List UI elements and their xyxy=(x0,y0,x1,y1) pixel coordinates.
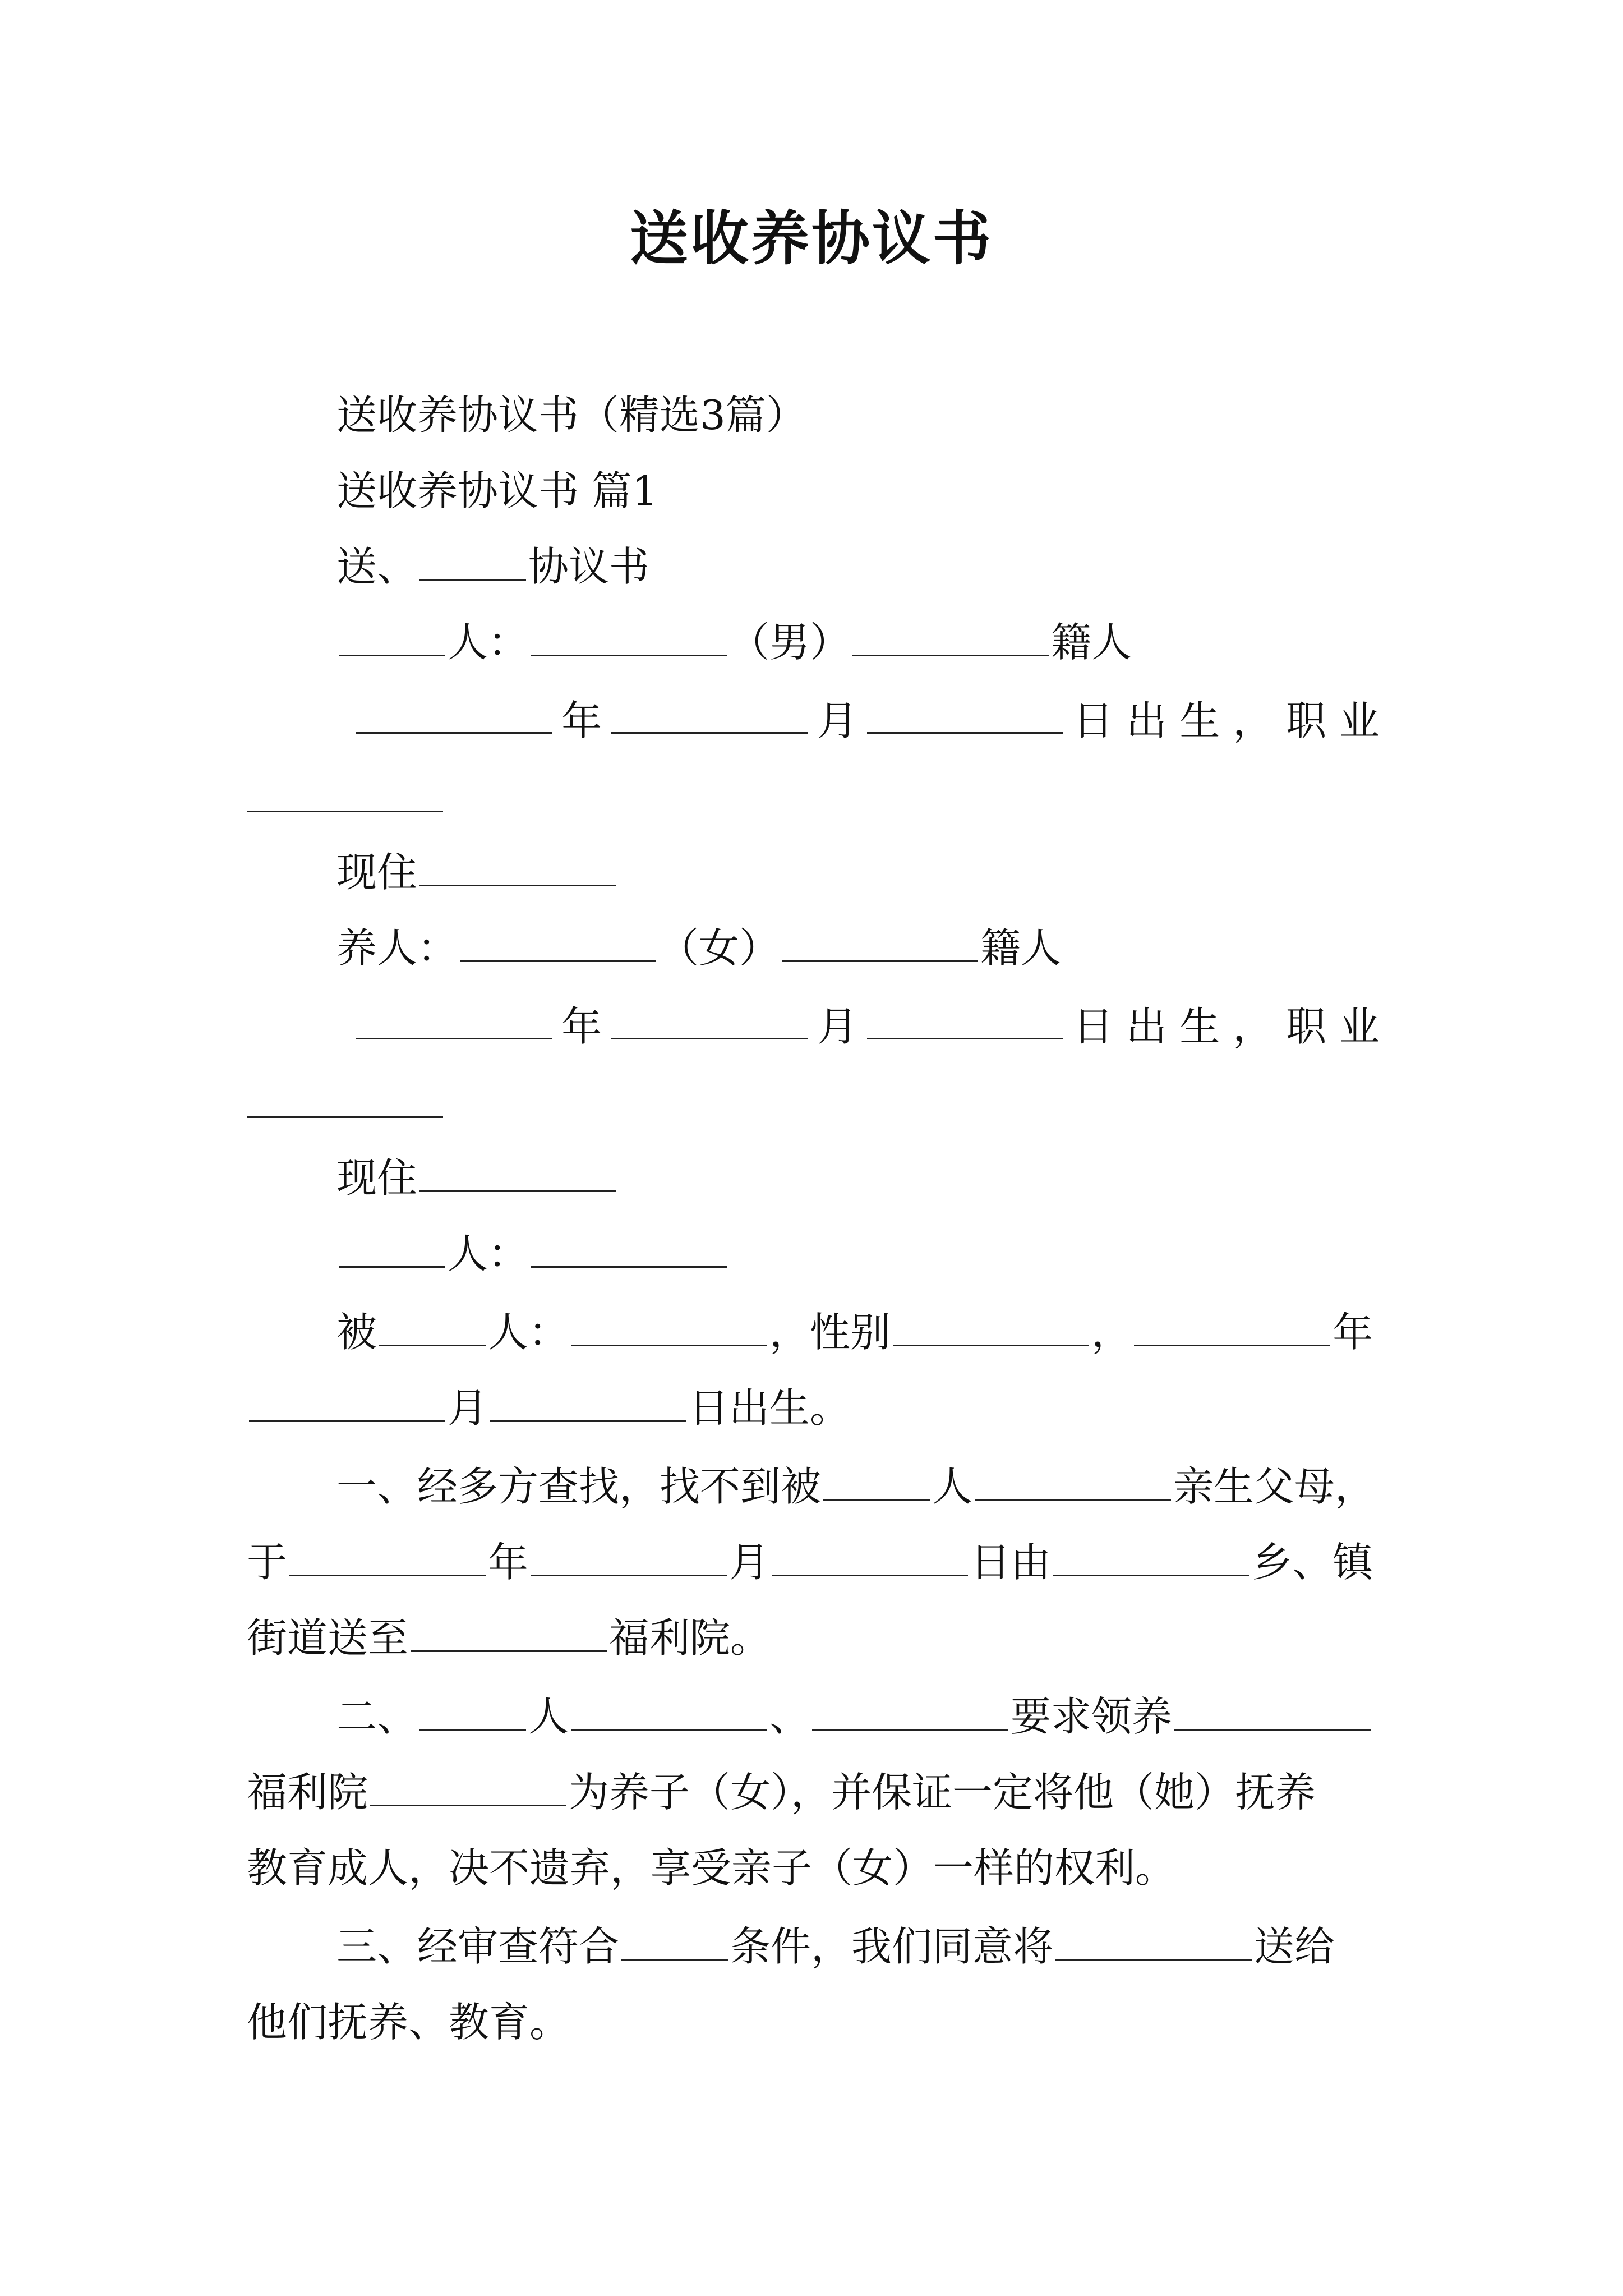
text-segment: 一、经多方查找，找不到被 xyxy=(336,1463,822,1510)
clause-3-line-2 xyxy=(247,1994,570,2050)
text-segment: 月 xyxy=(729,1539,770,1586)
text-segment: 乡、镇 xyxy=(1252,1539,1373,1586)
text-segment: 协议书 xyxy=(528,543,650,590)
text-segment: 人： xyxy=(448,1230,529,1277)
blank-field xyxy=(531,1227,727,1268)
text-segment: 现住 xyxy=(336,1154,418,1202)
agreement-name-line xyxy=(336,539,649,595)
text-segment: 现住 xyxy=(336,849,418,896)
text-segment: ，性别 xyxy=(769,1309,891,1356)
text-segment: 月 xyxy=(817,1003,858,1050)
blank-field xyxy=(893,1305,1089,1346)
child-line xyxy=(336,1304,1373,1360)
text-segment: 于 xyxy=(247,1539,288,1586)
male-address-line xyxy=(336,844,618,900)
blank-field xyxy=(611,999,808,1039)
blank-field xyxy=(247,811,443,812)
text-segment: 要求领养 xyxy=(1011,1693,1173,1740)
female-address-line xyxy=(336,1150,618,1206)
text-segment: 送给 xyxy=(1254,1923,1335,1970)
blank-field xyxy=(782,921,978,962)
clause-2-line-2 xyxy=(247,1764,1316,1820)
blank-field xyxy=(611,693,808,734)
text-segment: 日由 xyxy=(970,1539,1052,1586)
text-segment: （女） xyxy=(658,924,780,972)
text-segment: 为养子（女），并保证一定将他（她）抚养 xyxy=(569,1769,1316,1816)
text-segment: 教育成人，决不遗弃，享受亲子（女）一样的权利。 xyxy=(247,1844,1176,1892)
text-segment: 亲生父母， xyxy=(1173,1463,1376,1510)
text-segment: 他们抚养、教育。 xyxy=(247,1999,570,2046)
blank-field xyxy=(339,615,445,656)
text-segment: 月 xyxy=(817,697,858,744)
text-segment: 日 出 生 ， 职 业 xyxy=(1073,697,1380,744)
blank-field xyxy=(249,1381,445,1422)
blank-field xyxy=(419,1690,526,1731)
text-segment: 条件，我们同意将 xyxy=(730,1923,1054,1970)
text-segment: 日出生。 xyxy=(689,1384,851,1432)
female-birth-line xyxy=(353,999,1380,1055)
party-female-line xyxy=(336,920,1061,976)
male-birth-line xyxy=(353,693,1380,749)
blank-field xyxy=(975,1460,1171,1501)
blank-field xyxy=(852,615,1049,656)
subtitle: 送收养协议书（精选3篇） xyxy=(336,392,806,439)
blank-field xyxy=(531,615,727,656)
blank-field xyxy=(867,999,1063,1039)
blank-field xyxy=(356,999,552,1039)
blank-field xyxy=(621,1920,728,1961)
text-segment: 三、经审查符合 xyxy=(336,1923,620,1970)
text-segment: 福利院。 xyxy=(609,1614,771,1662)
text-segment: 送、 xyxy=(336,543,418,590)
blank-field xyxy=(356,693,552,734)
blank-field xyxy=(1053,1535,1249,1576)
text-segment: 籍人 xyxy=(980,924,1062,972)
blank-field xyxy=(823,1460,930,1501)
text-segment: 月 xyxy=(448,1384,488,1432)
blank-field xyxy=(419,540,526,581)
text-segment: （男） xyxy=(729,619,851,666)
blank-field xyxy=(812,1690,1008,1731)
blank-field xyxy=(289,1535,486,1576)
text-segment: 被 xyxy=(336,1309,377,1356)
document-title: 送收养协议书 xyxy=(629,204,993,273)
blank-field xyxy=(379,1305,486,1346)
blank-field xyxy=(247,1116,443,1118)
text-segment: 养人： xyxy=(336,924,458,972)
section-heading: 送收养协议书 篇1 xyxy=(336,467,658,514)
clause-2-line-1 xyxy=(336,1688,1373,1745)
clause-1-line-3 xyxy=(247,1610,771,1666)
blank-field xyxy=(411,1611,607,1652)
text-segment: 福利院 xyxy=(247,1769,368,1816)
blank-field xyxy=(490,1381,686,1422)
text-segment: 日 出 生 ， 职 业 xyxy=(1073,1003,1380,1050)
blank-field xyxy=(571,1690,767,1731)
text-segment: 年 xyxy=(561,1003,602,1050)
blank-field xyxy=(370,1765,566,1806)
text-segment: 人： xyxy=(488,1309,569,1356)
blank-field xyxy=(571,1305,767,1346)
party-male-line xyxy=(336,614,1132,670)
clause-1-line-1 xyxy=(336,1458,1375,1515)
text-segment: 街道送至 xyxy=(247,1614,409,1662)
blank-field xyxy=(1134,1305,1330,1346)
text-segment: 人 xyxy=(932,1463,973,1510)
clause-1-line-2 xyxy=(247,1534,1373,1590)
blank-field xyxy=(867,693,1063,734)
blank-field xyxy=(531,1535,727,1576)
text-segment: 年 xyxy=(561,697,602,744)
clause-2-line-3 xyxy=(247,1840,1175,1896)
text-segment: 籍人 xyxy=(1051,619,1132,666)
child-birth-line xyxy=(247,1380,850,1436)
blank-field xyxy=(1174,1690,1371,1731)
blank-field xyxy=(419,845,616,886)
blank-field xyxy=(339,1227,445,1268)
text-segment: 人 xyxy=(528,1693,569,1740)
text-segment: ， xyxy=(1091,1309,1132,1356)
blank-field xyxy=(419,1151,616,1192)
blank-field xyxy=(772,1535,968,1576)
text-segment: 、 xyxy=(769,1693,810,1740)
blank-field xyxy=(1055,1920,1252,1961)
text-segment: 二、 xyxy=(336,1693,418,1740)
text-segment: 人： xyxy=(448,619,529,666)
text-segment: 年 xyxy=(1332,1309,1373,1356)
clause-3-line-1 xyxy=(336,1918,1335,1975)
text-segment: 年 xyxy=(488,1539,529,1586)
blank-field xyxy=(460,921,656,962)
guardian-line xyxy=(336,1226,729,1282)
